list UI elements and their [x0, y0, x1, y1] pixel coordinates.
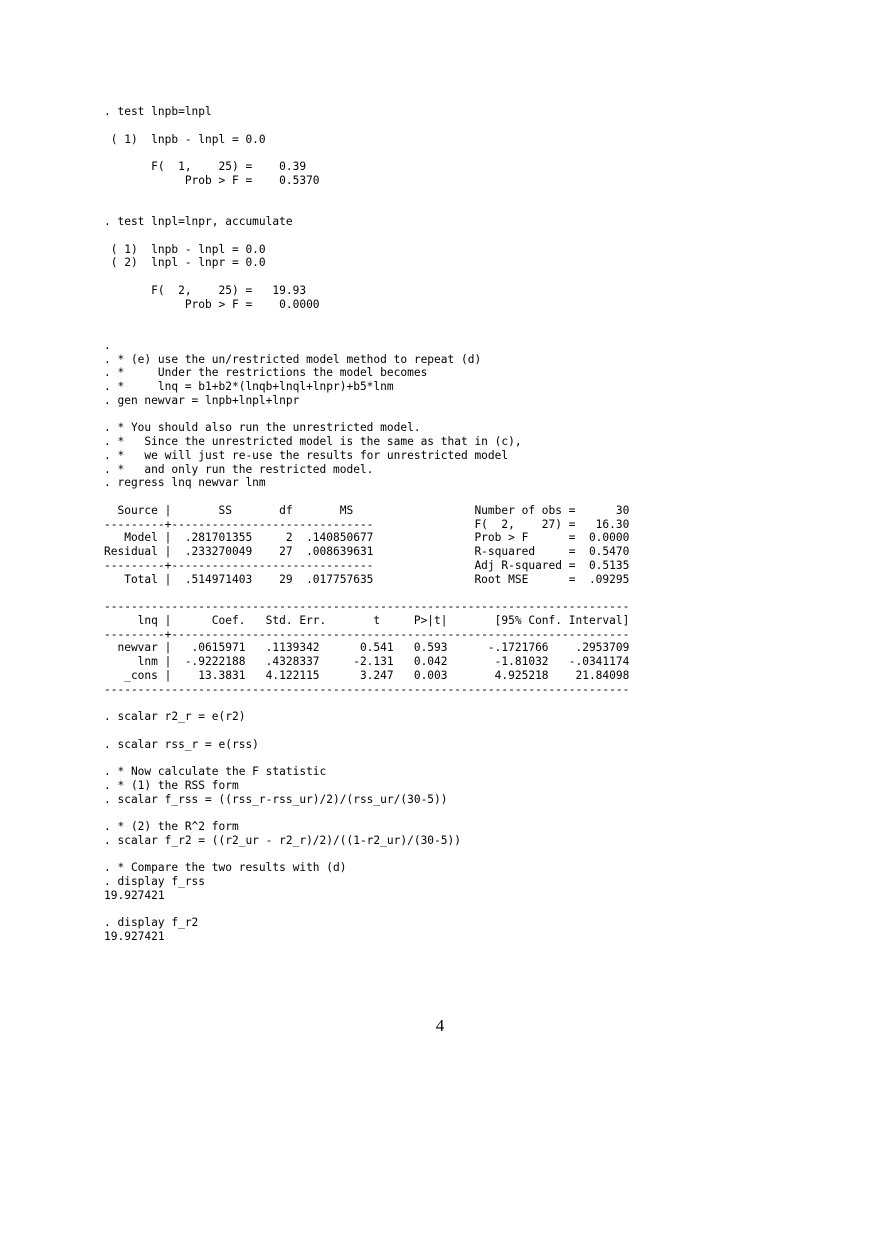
- log-line: Prob > F = 0.0000: [104, 297, 320, 311]
- log-line: . * You should also run the unrestricted model.: [104, 421, 421, 435]
- log-line: . * (2) the R^2 form: [104, 820, 239, 833]
- log-line: lnq | Coef. Std. Err. t P>|t| [95% Conf. Interval]: [104, 613, 630, 627]
- log-line: . * Now calculate the F statistic: [104, 765, 327, 778]
- log-line: . * lnq = b1+b2*(lnqb+lnql+lnpr)+b5*lnm: [104, 380, 394, 393]
- log-line: ( 2) lnpl - lnpr = 0.0: [104, 256, 266, 270]
- log-line: . * Since the unrestricted model is the same as that in (c),: [104, 435, 522, 448]
- log-line: F( 1, 25) = 0.39: [104, 160, 307, 173]
- log-line: . gen newvar = lnpb+lnpl+lnpr: [104, 393, 300, 407]
- log-line: . test lnpl=lnpr, accumulate: [104, 215, 293, 228]
- log-line: Total | .514971403 29 .017757635 Root MSE = .09295: [104, 572, 630, 586]
- log-line: . display f_r2: [104, 916, 199, 930]
- log-line: . * (1) the RSS form: [104, 778, 239, 792]
- log-line: Source | SS df MS Number of obs = 30: [104, 503, 630, 517]
- log-line: ---------+------------------------------ F( 2, 27) = 16.30: [104, 517, 630, 531]
- log-line: Residual | .233270049 27 .008639631 R-squared = 0.5470: [104, 545, 630, 558]
- log-line: . scalar rss_r = e(rss): [104, 737, 259, 751]
- log-line: . * we will just re-use the results for unrestricted model: [104, 448, 509, 462]
- log-line: . display f_rss: [104, 875, 206, 888]
- log-line: F( 2, 25) = 19.93: [104, 283, 307, 297]
- log-line: 19.927421: [104, 888, 165, 902]
- stata-output-log: [104, 105, 629, 944]
- log-line: . * and only run the restricted model.: [104, 462, 374, 476]
- log-line: Model | .281701355 2 .140850677 Prob > F = 0.0000: [104, 531, 630, 545]
- log-line: newvar | .0615971 .1139342 0.541 0.593 -.1721766 .2953709: [104, 641, 630, 655]
- log-line: lnm | -.9222188 .4328337 -2.131 0.042 -1.81032 -.0341174: [104, 655, 630, 668]
- page-number: 4: [435, 1016, 445, 1035]
- log-line: . scalar r2_r = e(r2): [104, 710, 246, 723]
- log-line: Prob > F = 0.5370: [104, 173, 320, 187]
- log-line: .: [104, 338, 111, 352]
- log-line: . * Compare the two results with (d): [104, 861, 347, 875]
- log-line: . regress lnq newvar lnm: [104, 476, 266, 490]
- log-line: . scalar f_r2 = ((r2_ur - r2_r)/2)/((1-r2_ur)/(30-5)): [104, 833, 461, 847]
- log-line: _cons | 13.3831 4.122115 3.247 0.003 4.925218 21.84098: [104, 668, 630, 682]
- log-line: . * Under the restrictions the model becomes: [104, 366, 428, 380]
- log-line: ---------+------------------------------ Adj R-squared = 0.5135: [104, 558, 630, 572]
- log-line: ( 1) lnpb - lnpl = 0.0: [104, 242, 266, 256]
- log-line: . scalar f_rss = ((rss_r-rss_ur)/2)/(rss_ur/(30-5)): [104, 792, 448, 806]
- log-line: ( 1) lnpb - lnpl = 0.0: [104, 132, 266, 146]
- log-line: ------------------------------------------------------------------------------: [104, 600, 630, 613]
- log-line: ---------+--------------------------------------------------------------------: [104, 627, 630, 641]
- log-line: . test lnpb=lnpl: [104, 105, 212, 118]
- log-line: 19.927421: [104, 930, 165, 943]
- log-line: . * (e) use the un/restricted model method to repeat (d): [104, 352, 482, 366]
- log-line: ------------------------------------------------------------------------------: [104, 682, 630, 696]
